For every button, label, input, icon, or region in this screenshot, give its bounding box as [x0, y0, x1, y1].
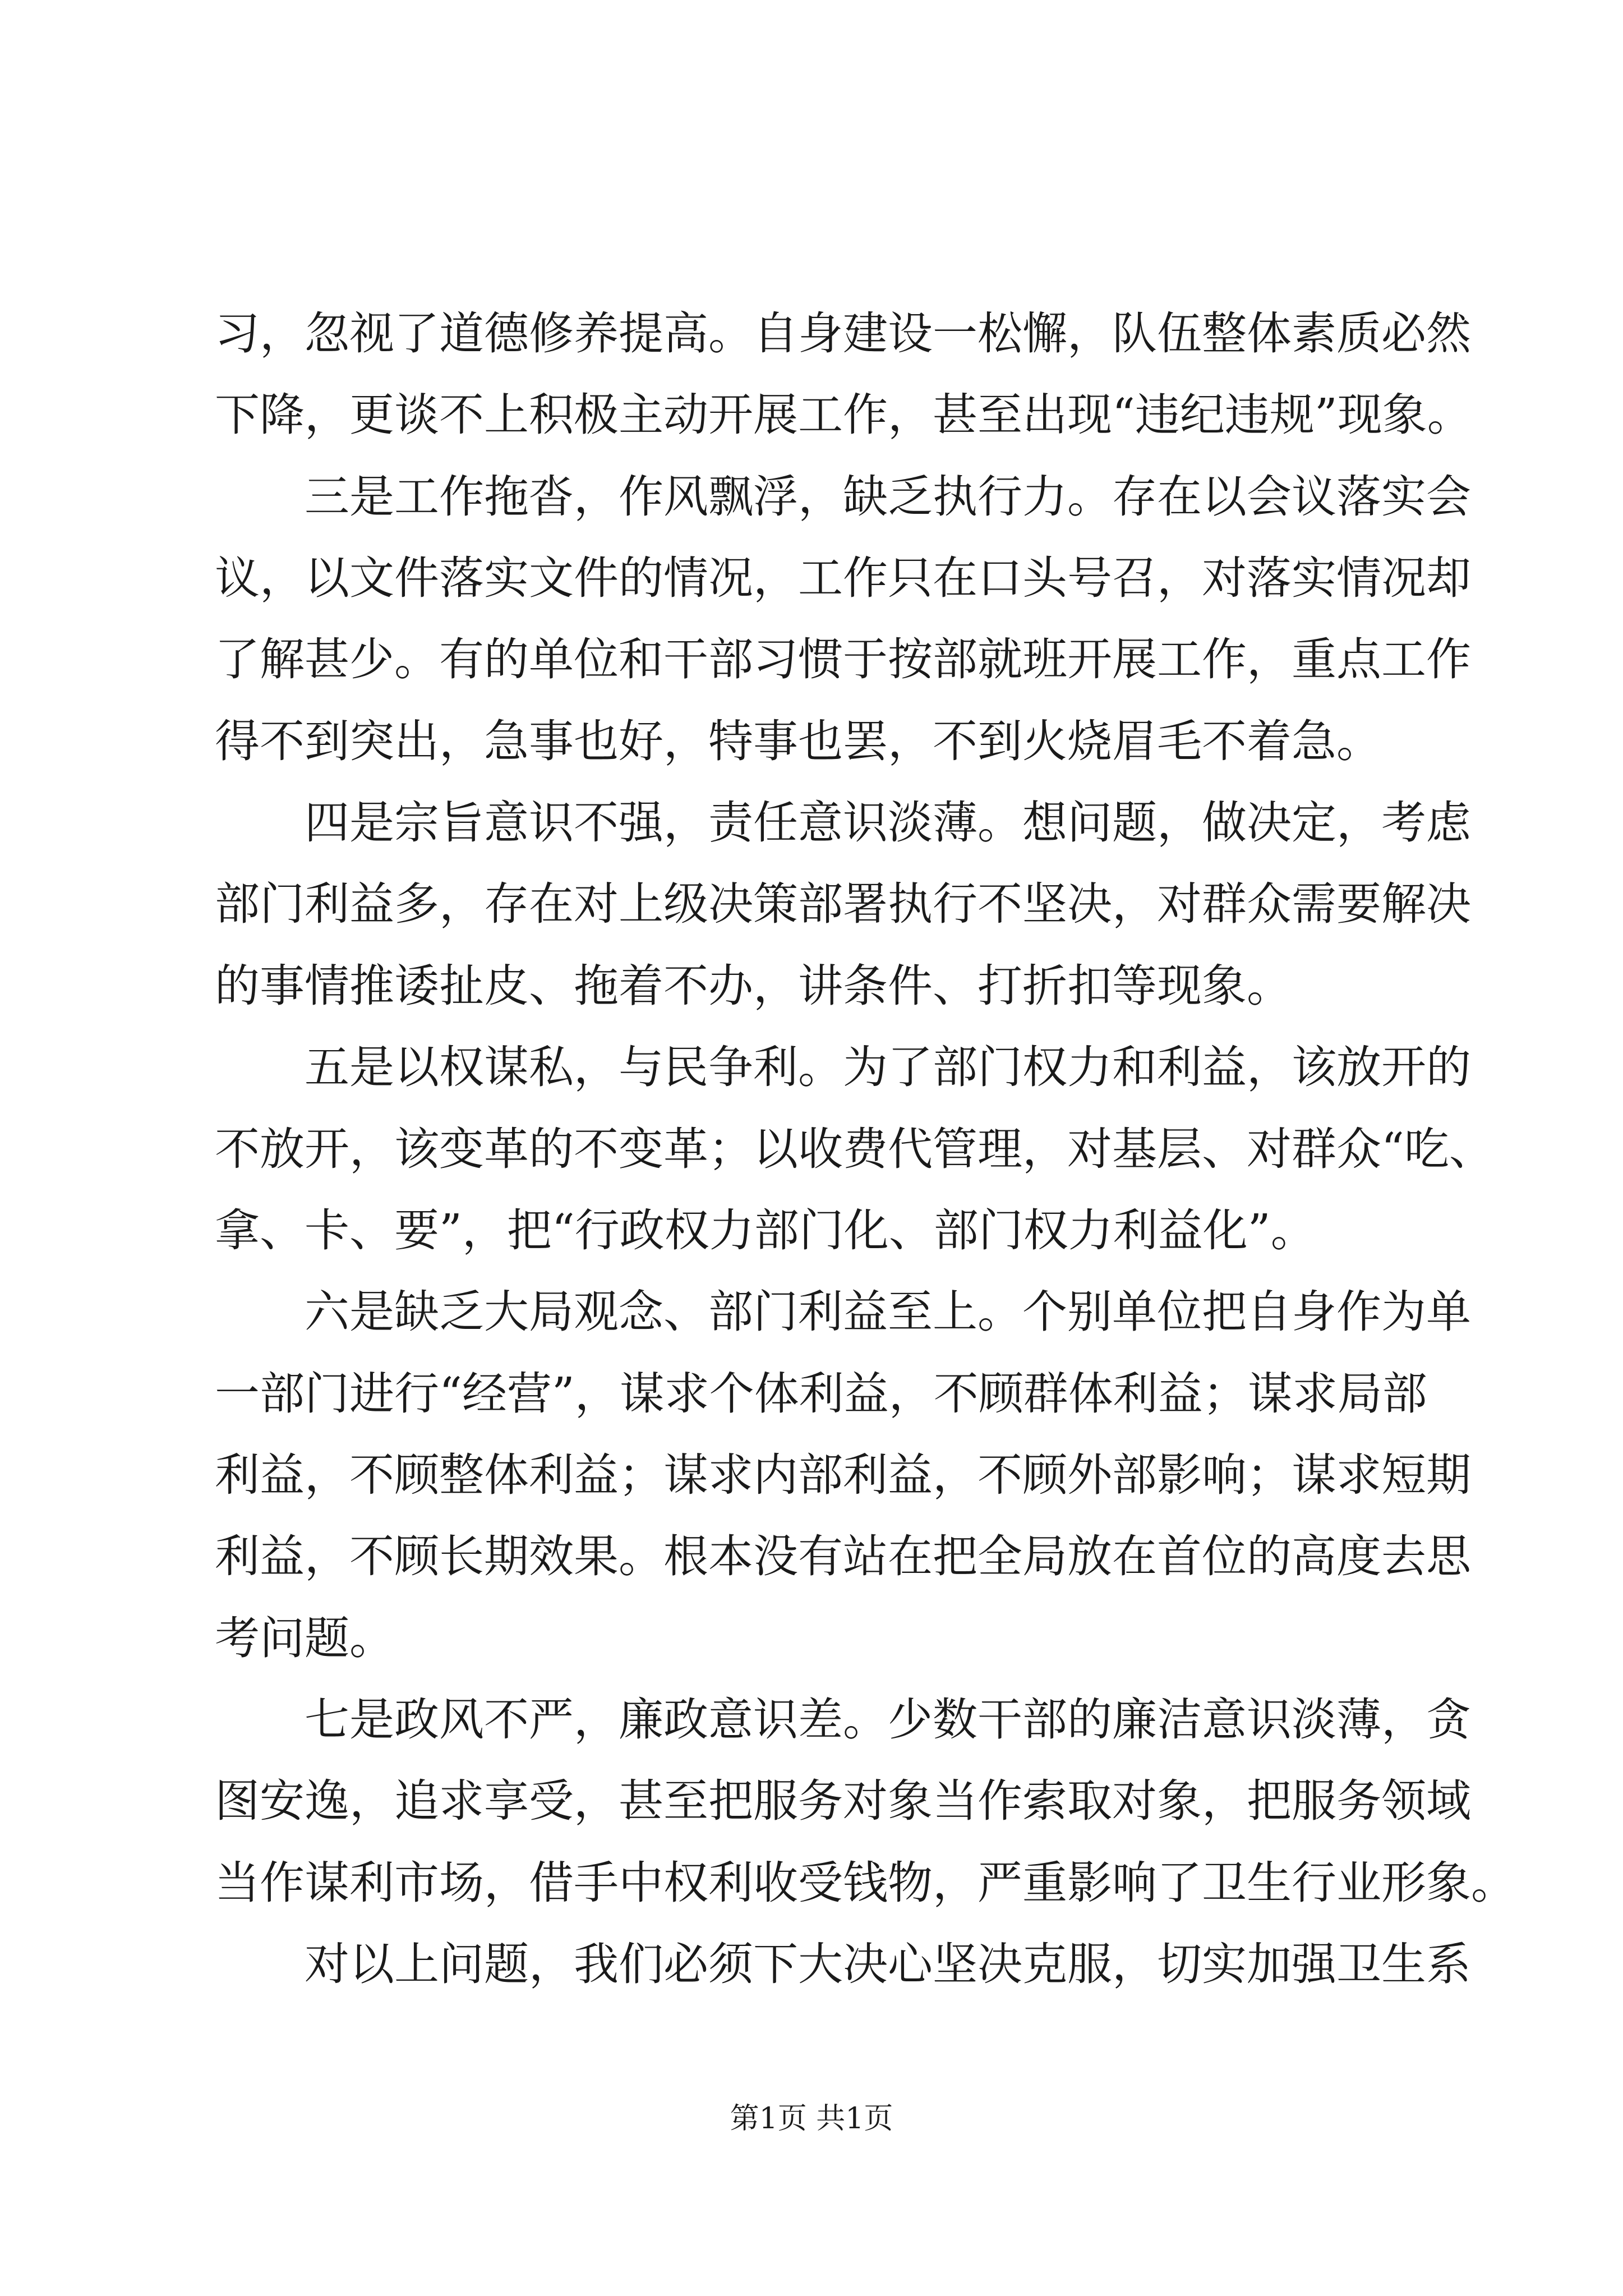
text-line-content: 了解甚少。有的单位和干部习惯于按部就班开展工作，重点工作 [215, 633, 1471, 685]
page-footer: 第1页 共1页 [730, 2102, 893, 2136]
text-line-content: 四是宗旨意识不强，责任意识淡薄。想问题，做决定，考虑 [305, 797, 1471, 849]
text-line [0, 1529, 1623, 1585]
text-line [0, 1773, 1623, 1829]
text-line [0, 1366, 1623, 1422]
text-line-content: 图安逸，追求享受，甚至把服务对象当作索取对象，把服务领域 [215, 1775, 1471, 1827]
text-line [0, 469, 1623, 525]
text-line-content: 下降，更谈不上积极主动开展工作，甚至出现“违纪违规”现象。 [215, 389, 1472, 441]
text-line [0, 1203, 1623, 1259]
text-line-content: 拿、卡、要”，把“行政权力部门化、部门权力利益化”。 [215, 1204, 1316, 1257]
text-line-content: 一部门进行“经营”，谋求个体利益，不顾群体利益；谋求局部 [215, 1368, 1427, 1420]
text-line-content: 议，以文件落实文件的情况，工作只在口头号召，对落实情况却 [215, 552, 1471, 604]
text-line-content: 不放开，该变革的不变革；以收费代管理，对基层、对群众“吃、 [215, 1123, 1494, 1175]
text-line [0, 306, 1623, 362]
text-line [0, 795, 1623, 851]
text-line [0, 1855, 1623, 1911]
text-line-content: 五是以权谋私，与民争利。为了部门权力和利益，该放开的 [305, 1041, 1471, 1093]
text-line [0, 1121, 1623, 1177]
text-line-content: 利益，不顾长期效果。根本没有站在把全局放在首位的高度去思 [215, 1530, 1471, 1582]
text-line [0, 550, 1623, 606]
text-line-content: 利益，不顾整体利益；谋求内部利益，不顾外部影响；谋求短期 [215, 1449, 1471, 1501]
text-line-content: 当作谋利市场，借手中权利收受钱物，严重影响了卫生行业形象。 [215, 1857, 1516, 1909]
text-line [0, 876, 1623, 932]
text-line [0, 387, 1623, 443]
text-line-content: 对以上问题，我们必须下大决心坚决克服，切实加强卫生系 [305, 1938, 1471, 1990]
text-line [0, 1284, 1623, 1340]
text-line-content: 三是工作拖沓，作风飘浮，缺乏执行力。存在以会议落实会 [305, 471, 1471, 523]
text-line-content: 得不到突出，急事也好，特事也罢，不到火烧眉毛不着急。 [215, 715, 1381, 767]
text-line-content: 七是政风不严，廉政意识差。少数干部的廉洁意识淡薄，贪 [305, 1694, 1471, 1746]
text-line-content: 考问题。 [215, 1612, 394, 1664]
text-line [0, 1447, 1623, 1503]
text-line [0, 1692, 1623, 1748]
text-line [0, 1039, 1623, 1096]
text-line [0, 1611, 1623, 1667]
text-line [0, 958, 1623, 1014]
text-line-content: 部门利益多，存在对上级决策部署执行不坚决，对群众需要解决 [215, 878, 1471, 930]
text-line-content: 习，忽视了道德修养提高。自身建设一松懈，队伍整体素质必然 [215, 307, 1471, 360]
text-line [0, 632, 1623, 688]
text-line-content: 六是缺乏大局观念、部门利益至上。个别单位把自身作为单 [305, 1286, 1471, 1338]
text-line [0, 714, 1623, 770]
text-line [0, 1936, 1623, 1993]
text-line-content: 的事情推诿扯皮、拖着不办，讲条件、打折扣等现象。 [215, 960, 1292, 1012]
